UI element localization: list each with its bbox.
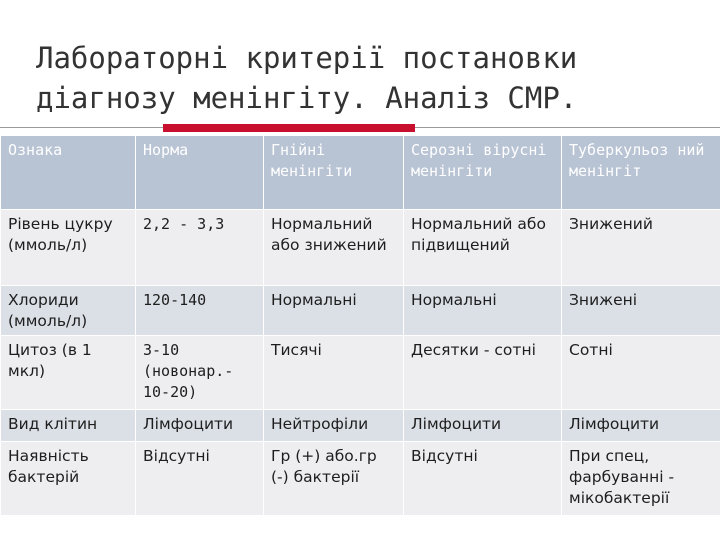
row-label: Вид клітин <box>1 410 136 442</box>
row-label: Рівень цукру (ммоль/л) <box>1 210 136 286</box>
table-row <box>1 286 720 336</box>
title-line-1: Лабораторні критерії постановки <box>36 41 578 75</box>
header-tuberculous: Туберкульоз ний менінгіт <box>562 136 720 210</box>
header-purulent: Гнійні менінгіти <box>264 136 404 210</box>
table-cell: Нормальний або підвищений <box>404 210 562 286</box>
table-row <box>1 442 720 516</box>
table-cell: Нормальний або знижений <box>264 210 404 286</box>
table-cell: Відсутні <box>404 442 562 516</box>
table-cell: 120-140 <box>136 286 264 336</box>
header-norm: Норма <box>136 136 264 210</box>
table-cell: 2,2 - 3,3 <box>136 210 264 286</box>
table-cell: Знижені <box>562 286 720 336</box>
table-cell: Сотні <box>562 336 720 410</box>
title-line-2: діагнозу менінгіту. Аналіз СМР. <box>36 81 578 115</box>
table-header-row <box>1 136 720 210</box>
table-cell: Лімфоцити <box>562 410 720 442</box>
slide-title <box>36 38 696 118</box>
table-cell: Десятки - сотні <box>404 336 562 410</box>
table-cell: Відсутні <box>136 442 264 516</box>
table-cell: Нейтрофіли <box>264 410 404 442</box>
table-row <box>1 210 720 286</box>
table-cell: Нормальні <box>264 286 404 336</box>
header-feature: Ознака <box>1 136 136 210</box>
table-cell: Гр (+) або.гр (-) бактерії <box>264 442 404 516</box>
table-row <box>1 336 720 410</box>
table-cell: При спец, фарбуванні - мікобактерії <box>562 442 720 516</box>
row-label: Наявність бактерій <box>1 442 136 516</box>
title-accent-bar <box>163 124 415 132</box>
table-row <box>1 410 720 442</box>
table-cell: 3-10 (новонар.- 10-20) <box>136 336 264 410</box>
table-cell: Нормальні <box>404 286 562 336</box>
table-cell: Лімфоцити <box>404 410 562 442</box>
table-cell: Знижений <box>562 210 720 286</box>
header-serous-viral: Серозні вірусні менінгіти <box>404 136 562 210</box>
row-label: Хлориди (ммоль/л) <box>1 286 136 336</box>
row-label: Цитоз (в 1 мкл) <box>1 336 136 410</box>
criteria-table <box>0 135 720 516</box>
table-cell: Лімфоцити <box>136 410 264 442</box>
table-cell: Тисячі <box>264 336 404 410</box>
